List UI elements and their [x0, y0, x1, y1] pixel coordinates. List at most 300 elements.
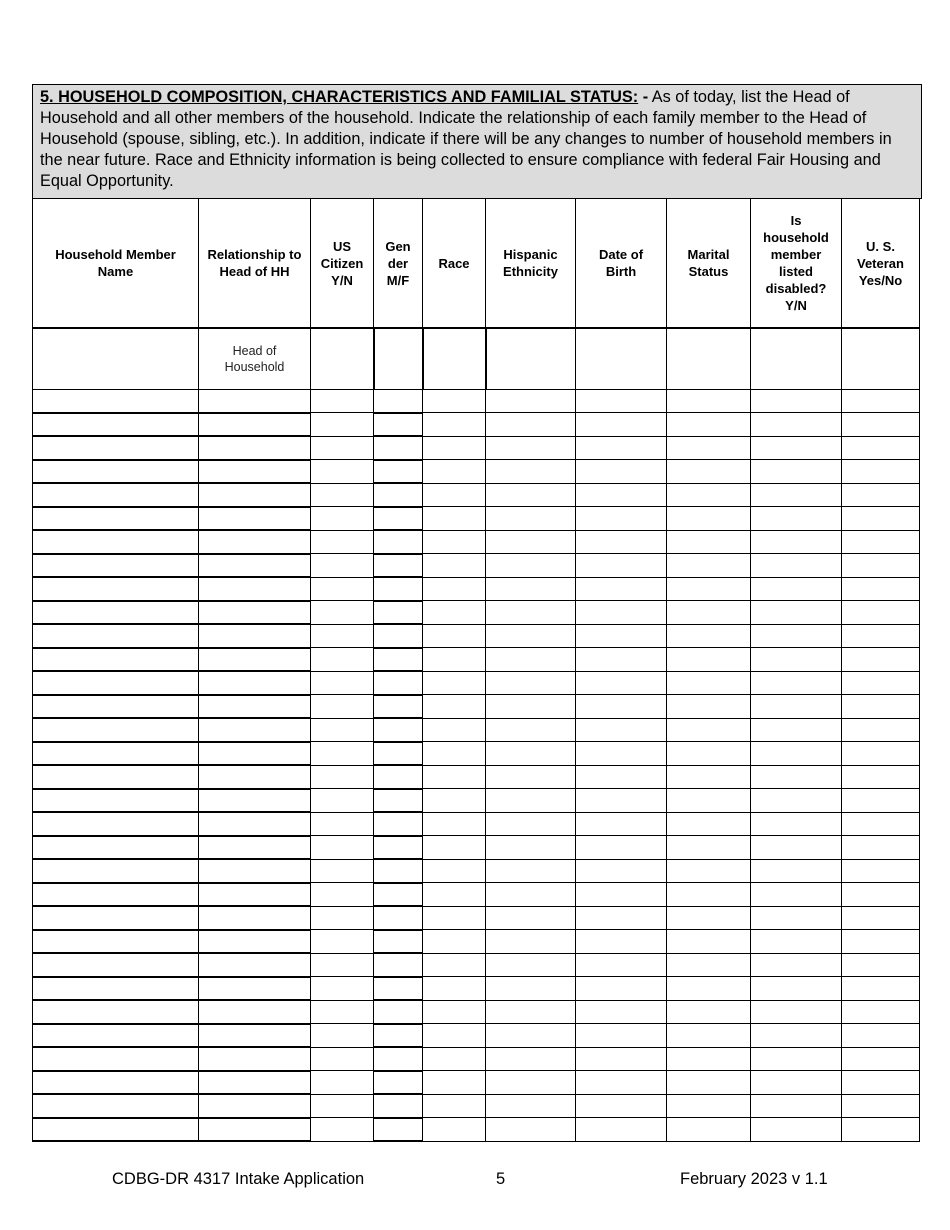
- table-cell[interactable]: [751, 789, 842, 813]
- table-cell[interactable]: [576, 718, 667, 742]
- table-cell[interactable]: [751, 554, 842, 578]
- table-cell[interactable]: [751, 1071, 842, 1095]
- table-cell[interactable]: [33, 789, 199, 813]
- table-cell[interactable]: [33, 460, 199, 484]
- table-cell[interactable]: [311, 742, 374, 766]
- table-cell[interactable]: [576, 601, 667, 625]
- table-cell[interactable]: [751, 836, 842, 860]
- table-cell[interactable]: [423, 1071, 486, 1095]
- table-cell[interactable]: [33, 671, 199, 695]
- table-cell[interactable]: [423, 953, 486, 977]
- table-cell[interactable]: [667, 906, 751, 930]
- table-cell[interactable]: [33, 977, 199, 1001]
- table-cell[interactable]: [842, 906, 920, 930]
- table-cell[interactable]: [311, 1000, 374, 1024]
- table-cell[interactable]: [486, 507, 576, 531]
- table-cell[interactable]: [311, 328, 374, 390]
- table-cell[interactable]: [842, 328, 920, 390]
- table-cell[interactable]: [311, 460, 374, 484]
- table-cell[interactable]: [576, 953, 667, 977]
- table-cell[interactable]: [667, 930, 751, 954]
- table-cell[interactable]: [751, 436, 842, 460]
- table-cell[interactable]: [576, 883, 667, 907]
- table-cell[interactable]: [842, 718, 920, 742]
- table-cell[interactable]: [423, 436, 486, 460]
- table-cell[interactable]: [311, 1024, 374, 1048]
- table-cell[interactable]: [751, 1024, 842, 1048]
- table-cell[interactable]: [751, 906, 842, 930]
- table-cell[interactable]: [576, 648, 667, 672]
- table-cell[interactable]: [33, 601, 199, 625]
- table-cell[interactable]: [667, 530, 751, 554]
- table-cell[interactable]: [486, 1071, 576, 1095]
- table-cell[interactable]: [667, 1000, 751, 1024]
- table-cell[interactable]: [842, 883, 920, 907]
- table-cell[interactable]: [842, 390, 920, 413]
- table-cell[interactable]: [842, 930, 920, 954]
- table-cell[interactable]: [199, 859, 311, 883]
- table-cell[interactable]: [576, 836, 667, 860]
- table-cell[interactable]: [374, 742, 423, 766]
- table-cell[interactable]: [667, 507, 751, 531]
- table-cell[interactable]: [33, 507, 199, 531]
- table-cell[interactable]: [33, 554, 199, 578]
- table-cell[interactable]: [842, 1047, 920, 1071]
- table-cell[interactable]: [199, 507, 311, 531]
- table-cell[interactable]: [311, 765, 374, 789]
- table-cell[interactable]: [311, 413, 374, 437]
- table-cell[interactable]: [576, 1024, 667, 1048]
- table-cell[interactable]: [311, 624, 374, 648]
- table-cell[interactable]: [423, 671, 486, 695]
- table-cell[interactable]: [423, 742, 486, 766]
- table-cell[interactable]: [751, 718, 842, 742]
- table-cell[interactable]: [751, 507, 842, 531]
- table-cell[interactable]: [199, 765, 311, 789]
- table-cell[interactable]: [667, 977, 751, 1001]
- table-cell[interactable]: [576, 1118, 667, 1142]
- table-cell[interactable]: [667, 742, 751, 766]
- table-cell[interactable]: [842, 413, 920, 437]
- table-cell[interactable]: [667, 695, 751, 719]
- table-cell[interactable]: [33, 577, 199, 601]
- table-cell[interactable]: [842, 671, 920, 695]
- table-cell[interactable]: [576, 483, 667, 507]
- table-cell[interactable]: [311, 1118, 374, 1142]
- table-cell[interactable]: [374, 328, 423, 390]
- table-cell[interactable]: [423, 906, 486, 930]
- table-cell[interactable]: [374, 507, 423, 531]
- table-cell[interactable]: [311, 930, 374, 954]
- table-cell[interactable]: [667, 1024, 751, 1048]
- table-cell[interactable]: [576, 507, 667, 531]
- table-cell[interactable]: [33, 953, 199, 977]
- table-cell[interactable]: [751, 859, 842, 883]
- table-cell[interactable]: [842, 1071, 920, 1095]
- table-cell[interactable]: [486, 554, 576, 578]
- table-cell[interactable]: [311, 789, 374, 813]
- table-cell[interactable]: [486, 328, 576, 390]
- table-cell[interactable]: [199, 1024, 311, 1048]
- table-cell[interactable]: [751, 413, 842, 437]
- table-cell[interactable]: [199, 883, 311, 907]
- table-cell[interactable]: [842, 1094, 920, 1118]
- table-cell[interactable]: [311, 906, 374, 930]
- table-cell[interactable]: [374, 883, 423, 907]
- table-cell[interactable]: [486, 1024, 576, 1048]
- table-cell[interactable]: [751, 530, 842, 554]
- table-cell[interactable]: [486, 624, 576, 648]
- table-cell[interactable]: [33, 836, 199, 860]
- table-cell[interactable]: [842, 507, 920, 531]
- table-cell[interactable]: [751, 601, 842, 625]
- table-cell[interactable]: [33, 695, 199, 719]
- table-cell[interactable]: [576, 930, 667, 954]
- table-cell[interactable]: [842, 742, 920, 766]
- table-cell[interactable]: [423, 601, 486, 625]
- table-cell[interactable]: [199, 1094, 311, 1118]
- table-cell[interactable]: [311, 483, 374, 507]
- table-cell[interactable]: [576, 530, 667, 554]
- table-cell[interactable]: [486, 953, 576, 977]
- table-cell[interactable]: [667, 859, 751, 883]
- table-cell[interactable]: [374, 1047, 423, 1071]
- table-cell[interactable]: [374, 836, 423, 860]
- table-cell[interactable]: [486, 883, 576, 907]
- table-cell[interactable]: [423, 859, 486, 883]
- table-cell[interactable]: [199, 483, 311, 507]
- table-cell[interactable]: [33, 1000, 199, 1024]
- table-cell[interactable]: [311, 836, 374, 860]
- table-cell[interactable]: [199, 789, 311, 813]
- table-cell[interactable]: [423, 977, 486, 1001]
- table-cell[interactable]: [751, 812, 842, 836]
- table-cell[interactable]: [667, 836, 751, 860]
- table-cell[interactable]: [374, 1024, 423, 1048]
- table-cell[interactable]: [199, 671, 311, 695]
- table-cell[interactable]: [576, 671, 667, 695]
- table-cell[interactable]: [423, 1118, 486, 1142]
- table-cell[interactable]: [33, 718, 199, 742]
- table-cell[interactable]: [33, 765, 199, 789]
- table-cell[interactable]: [33, 812, 199, 836]
- table-cell[interactable]: [667, 812, 751, 836]
- table-cell[interactable]: [199, 906, 311, 930]
- table-cell[interactable]: [374, 671, 423, 695]
- table-cell[interactable]: [199, 1071, 311, 1095]
- table-cell[interactable]: [667, 1047, 751, 1071]
- table-cell[interactable]: [33, 328, 199, 390]
- table-cell[interactable]: [486, 483, 576, 507]
- table-cell[interactable]: [576, 1094, 667, 1118]
- table-cell[interactable]: [423, 789, 486, 813]
- table-cell[interactable]: [33, 1118, 199, 1142]
- table-cell[interactable]: [199, 953, 311, 977]
- table-cell[interactable]: [374, 906, 423, 930]
- table-cell[interactable]: [423, 577, 486, 601]
- table-cell[interactable]: [486, 718, 576, 742]
- table-cell[interactable]: [33, 413, 199, 437]
- table-cell[interactable]: [374, 1118, 423, 1142]
- table-cell[interactable]: [486, 601, 576, 625]
- table-cell[interactable]: [374, 648, 423, 672]
- table-cell[interactable]: [842, 789, 920, 813]
- table-cell[interactable]: [842, 953, 920, 977]
- table-cell[interactable]: [667, 436, 751, 460]
- table-cell[interactable]: [33, 483, 199, 507]
- table-cell[interactable]: [199, 436, 311, 460]
- table-cell[interactable]: [374, 483, 423, 507]
- table-cell[interactable]: [842, 530, 920, 554]
- table-cell[interactable]: [486, 789, 576, 813]
- table-cell[interactable]: [199, 1000, 311, 1024]
- table-cell[interactable]: [311, 883, 374, 907]
- table-cell[interactable]: [486, 1118, 576, 1142]
- table-cell[interactable]: [374, 859, 423, 883]
- table-cell[interactable]: [751, 930, 842, 954]
- table-cell[interactable]: [199, 836, 311, 860]
- table-cell[interactable]: [486, 577, 576, 601]
- table-cell[interactable]: [199, 554, 311, 578]
- table-cell[interactable]: [751, 460, 842, 484]
- table-cell[interactable]: [842, 577, 920, 601]
- table-cell[interactable]: [667, 1071, 751, 1095]
- table-cell[interactable]: [751, 883, 842, 907]
- table-cell[interactable]: [751, 765, 842, 789]
- table-cell[interactable]: [576, 328, 667, 390]
- table-cell[interactable]: [751, 1047, 842, 1071]
- table-cell[interactable]: [199, 577, 311, 601]
- table-cell[interactable]: [576, 1047, 667, 1071]
- table-cell[interactable]: [486, 413, 576, 437]
- table-cell[interactable]: [667, 554, 751, 578]
- table-cell[interactable]: [33, 859, 199, 883]
- table-cell[interactable]: [667, 671, 751, 695]
- table-cell[interactable]: [374, 460, 423, 484]
- table-cell[interactable]: [199, 812, 311, 836]
- table-cell[interactable]: [486, 390, 576, 413]
- table-cell[interactable]: [423, 836, 486, 860]
- table-cell[interactable]: [374, 1000, 423, 1024]
- table-cell[interactable]: [576, 765, 667, 789]
- table-cell[interactable]: [311, 671, 374, 695]
- table-cell[interactable]: [423, 390, 486, 413]
- table-cell[interactable]: [486, 812, 576, 836]
- table-cell[interactable]: [576, 742, 667, 766]
- table-cell[interactable]: [311, 695, 374, 719]
- table-cell[interactable]: [667, 413, 751, 437]
- table-cell[interactable]: [842, 483, 920, 507]
- table-cell[interactable]: [842, 554, 920, 578]
- table-cell[interactable]: [842, 836, 920, 860]
- table-cell[interactable]: [311, 1071, 374, 1095]
- table-cell[interactable]: [199, 1047, 311, 1071]
- table-cell[interactable]: [576, 577, 667, 601]
- table-cell[interactable]: [486, 1047, 576, 1071]
- table-cell[interactable]: [842, 601, 920, 625]
- table-cell[interactable]: [423, 460, 486, 484]
- table-cell[interactable]: [33, 648, 199, 672]
- table-cell[interactable]: [576, 624, 667, 648]
- table-cell[interactable]: [199, 718, 311, 742]
- table-cell[interactable]: [576, 1071, 667, 1095]
- table-cell[interactable]: [33, 624, 199, 648]
- table-cell[interactable]: [423, 624, 486, 648]
- table-cell[interactable]: [199, 624, 311, 648]
- table-cell[interactable]: [199, 977, 311, 1001]
- table-cell[interactable]: [199, 601, 311, 625]
- table-cell[interactable]: [751, 695, 842, 719]
- table-cell[interactable]: [667, 390, 751, 413]
- table-cell[interactable]: [199, 1118, 311, 1142]
- table-cell[interactable]: [423, 530, 486, 554]
- table-cell[interactable]: [374, 1094, 423, 1118]
- table-cell[interactable]: [667, 460, 751, 484]
- table-cell[interactable]: [486, 906, 576, 930]
- table-cell[interactable]: [423, 483, 486, 507]
- table-cell[interactable]: [374, 530, 423, 554]
- table-cell[interactable]: [751, 648, 842, 672]
- table-cell[interactable]: [374, 930, 423, 954]
- table-cell[interactable]: [423, 812, 486, 836]
- table-cell[interactable]: [576, 789, 667, 813]
- table-cell[interactable]: [374, 789, 423, 813]
- table-cell[interactable]: [33, 742, 199, 766]
- table-cell[interactable]: [199, 648, 311, 672]
- table-cell[interactable]: [576, 906, 667, 930]
- table-cell[interactable]: [311, 507, 374, 531]
- table-cell[interactable]: [486, 930, 576, 954]
- table-cell[interactable]: [576, 436, 667, 460]
- table-cell[interactable]: [33, 906, 199, 930]
- table-cell[interactable]: [751, 977, 842, 1001]
- table-cell[interactable]: [374, 718, 423, 742]
- table-cell[interactable]: [751, 577, 842, 601]
- table-cell[interactable]: [33, 1047, 199, 1071]
- table-cell[interactable]: [311, 436, 374, 460]
- table-cell[interactable]: [33, 436, 199, 460]
- table-cell[interactable]: [311, 648, 374, 672]
- table-cell[interactable]: [486, 765, 576, 789]
- table-cell[interactable]: [576, 554, 667, 578]
- table-cell[interactable]: [842, 1118, 920, 1142]
- table-cell[interactable]: [842, 436, 920, 460]
- table-cell[interactable]: [311, 390, 374, 413]
- table-cell[interactable]: [576, 460, 667, 484]
- table-cell[interactable]: [374, 977, 423, 1001]
- table-cell[interactable]: [486, 977, 576, 1001]
- table-cell[interactable]: [751, 742, 842, 766]
- table-cell[interactable]: [423, 1047, 486, 1071]
- table-cell[interactable]: [667, 601, 751, 625]
- table-cell[interactable]: [667, 483, 751, 507]
- table-cell[interactable]: [311, 1047, 374, 1071]
- table-cell[interactable]: [667, 648, 751, 672]
- table-cell[interactable]: [842, 859, 920, 883]
- table-cell[interactable]: [33, 1024, 199, 1048]
- table-cell[interactable]: [33, 930, 199, 954]
- table-cell[interactable]: [199, 390, 311, 413]
- table-cell[interactable]: [423, 328, 486, 390]
- table-cell[interactable]: [311, 859, 374, 883]
- table-cell[interactable]: [667, 953, 751, 977]
- table-cell[interactable]: [374, 436, 423, 460]
- table-cell[interactable]: [311, 812, 374, 836]
- table-cell[interactable]: [842, 1024, 920, 1048]
- table-cell[interactable]: [667, 328, 751, 390]
- table-cell[interactable]: [33, 1094, 199, 1118]
- table-cell[interactable]: [751, 390, 842, 413]
- table-cell[interactable]: [667, 624, 751, 648]
- table-cell[interactable]: [423, 695, 486, 719]
- table-cell[interactable]: [374, 1071, 423, 1095]
- table-cell[interactable]: [751, 624, 842, 648]
- table-cell[interactable]: [374, 695, 423, 719]
- table-cell[interactable]: [667, 1118, 751, 1142]
- table-cell[interactable]: [374, 413, 423, 437]
- table-cell[interactable]: [486, 695, 576, 719]
- table-cell[interactable]: [374, 624, 423, 648]
- table-cell[interactable]: [486, 436, 576, 460]
- table-cell[interactable]: [33, 1071, 199, 1095]
- table-cell[interactable]: [423, 883, 486, 907]
- table-cell[interactable]: [751, 483, 842, 507]
- table-cell[interactable]: [842, 624, 920, 648]
- table-cell[interactable]: [751, 671, 842, 695]
- table-cell[interactable]: [423, 554, 486, 578]
- table-cell[interactable]: [486, 648, 576, 672]
- table-cell[interactable]: [576, 812, 667, 836]
- table-cell[interactable]: [751, 1094, 842, 1118]
- table-cell[interactable]: [667, 577, 751, 601]
- table-cell[interactable]: [842, 460, 920, 484]
- table-cell[interactable]: [199, 695, 311, 719]
- table-cell[interactable]: [311, 1094, 374, 1118]
- table-cell[interactable]: [423, 648, 486, 672]
- table-cell[interactable]: [486, 1000, 576, 1024]
- table-cell[interactable]: [374, 812, 423, 836]
- table-cell[interactable]: [423, 718, 486, 742]
- table-cell[interactable]: [576, 1000, 667, 1024]
- table-cell[interactable]: [423, 765, 486, 789]
- table-cell[interactable]: [311, 953, 374, 977]
- table-cell[interactable]: [199, 460, 311, 484]
- table-cell[interactable]: [751, 953, 842, 977]
- table-cell[interactable]: [576, 695, 667, 719]
- table-cell[interactable]: [311, 977, 374, 1001]
- table-cell[interactable]: [33, 883, 199, 907]
- table-cell[interactable]: [842, 812, 920, 836]
- table-cell[interactable]: [667, 789, 751, 813]
- table-cell[interactable]: [33, 390, 199, 413]
- table-cell[interactable]: [486, 530, 576, 554]
- table-cell[interactable]: [199, 413, 311, 437]
- table-cell[interactable]: [423, 507, 486, 531]
- table-cell[interactable]: [576, 859, 667, 883]
- table-cell[interactable]: [199, 530, 311, 554]
- table-cell[interactable]: [486, 859, 576, 883]
- table-cell[interactable]: [576, 977, 667, 1001]
- table-cell[interactable]: [842, 1000, 920, 1024]
- table-cell[interactable]: [751, 328, 842, 390]
- table-cell[interactable]: [374, 390, 423, 413]
- table-cell[interactable]: [374, 953, 423, 977]
- table-cell[interactable]: [374, 577, 423, 601]
- table-cell[interactable]: [842, 765, 920, 789]
- table-cell[interactable]: [486, 671, 576, 695]
- table-cell[interactable]: [311, 530, 374, 554]
- table-cell[interactable]: [486, 742, 576, 766]
